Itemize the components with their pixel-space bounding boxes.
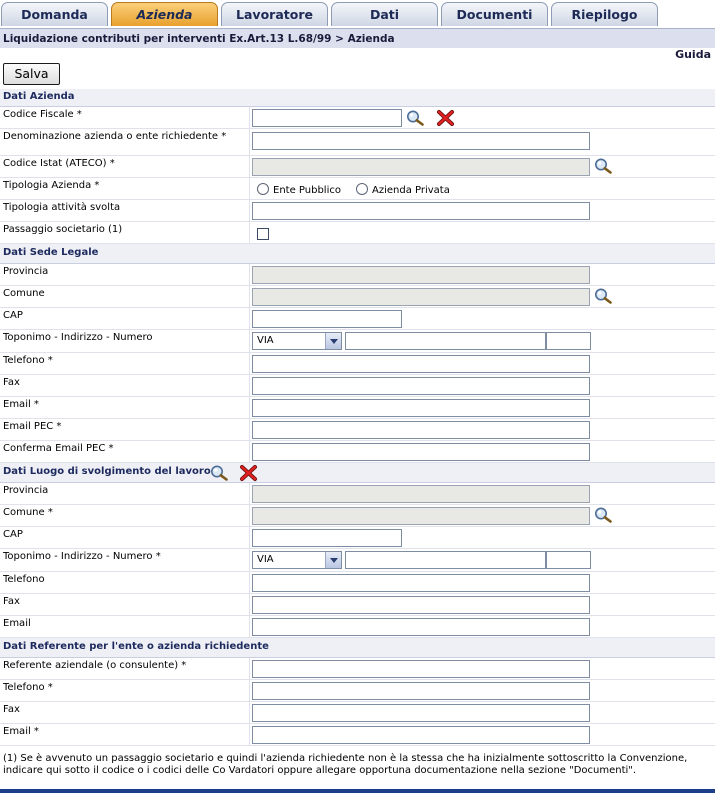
label-toponimo: Toponimo - Indirizzo - Numero * [3,551,161,562]
label-fax: Fax [3,377,20,388]
row-luogo-fax [0,594,715,616]
row-luogo-cap [0,527,715,549]
passaggio-checkbox[interactable] [257,228,269,240]
row-luogo-toponimo [0,549,715,572]
sede-comune-input [252,288,590,306]
label-attivita: Tipologia attività svolta [3,202,121,213]
referente-fax-input[interactable] [252,704,590,722]
row-sede-comune [0,286,715,308]
sede-pec-input[interactable] [252,421,590,439]
sede-telefono-input[interactable] [252,355,590,373]
label-cap: CAP [3,310,23,321]
chevron-down-icon [325,552,341,568]
section-referente [0,638,715,658]
row-referente-fax [0,702,715,724]
label-comune: Comune * [3,507,53,518]
footnote: (1) Se è avvenuto un passaggio societario e quindi l'azienda richiedente non è la stessa che ha inizialmente sottoscritto la Convenzione, indicare qui sotto il codice o i codici delle Co Vardatori oppure allegare opportuna documentazione nella sezione "Documenti". [3,753,688,776]
sede-fax-input[interactable] [252,377,590,395]
sede-numero-input[interactable] [546,332,591,350]
radio-ente-pubblico[interactable] [257,183,269,195]
sede-indirizzo-input[interactable] [345,332,546,350]
label-toponimo: Toponimo - Indirizzo - Numero [3,332,153,343]
section-title: Dati Referente per l'ente o azienda richiedente [3,641,269,652]
section-luogo-lavoro [0,463,715,483]
row-sede-telefono [0,353,715,375]
row-sede-pec [0,419,715,441]
attivita-input[interactable] [252,202,590,220]
section-dati-azienda [0,89,715,107]
label-denominazione: Denominazione azienda o ente richiedente * [3,131,227,142]
section-title: Dati Sede Legale [3,247,99,258]
search-icon[interactable] [593,157,615,175]
row-sede-provincia [0,264,715,286]
row-sede-conferma-pec [0,441,715,463]
sede-conferma-pec-input[interactable] [252,443,590,461]
label-pec: Email PEC * [3,421,62,432]
label-provincia: Provincia [3,485,49,496]
tab-domanda[interactable]: Domanda [1,2,108,26]
tab-azienda[interactable]: Azienda [111,2,218,26]
luogo-provincia-input [252,485,590,503]
radio-azienda-privata[interactable] [356,183,368,195]
row-ateco [0,156,715,178]
row-luogo-comune [0,505,715,527]
codice-fiscale-input[interactable] [252,109,402,127]
label-ente-pubblico: Ente Pubblico [273,185,341,196]
search-icon[interactable] [209,464,231,482]
search-icon[interactable] [405,109,427,127]
tab-riepilogo[interactable]: Riepilogo [551,2,658,26]
label-fax: Fax [3,704,20,715]
luogo-numero-input[interactable] [546,551,591,569]
row-tipologia [0,178,715,200]
clear-icon[interactable] [238,464,260,482]
section-sede-legale [0,244,715,264]
label-telefono: Telefono * [3,355,53,366]
clear-icon[interactable] [435,109,457,127]
label-codice-fiscale: Codice Fiscale * [3,109,82,120]
row-referente-nome [0,658,715,680]
tab-lavoratore[interactable]: Lavoratore [221,2,328,26]
label-provincia: Provincia [3,266,49,277]
label-conferma-pec: Conferma Email PEC * [3,443,114,454]
label-passaggio: Passaggio societario (1) [3,224,123,235]
referente-email-input[interactable] [252,726,590,744]
row-codice-fiscale [0,107,715,129]
label-comune: Comune [3,288,45,299]
luogo-email-input[interactable] [252,618,590,636]
label-cap: CAP [3,529,23,540]
sede-toponimo-select[interactable] [252,332,342,350]
label-email: Email [3,618,31,629]
select-value: VIA [257,335,274,346]
row-luogo-email [0,616,715,638]
search-icon[interactable] [593,506,615,524]
label-email: Email * [3,399,39,410]
label-azienda-privata: Azienda Privata [372,185,450,196]
label-email: Email * [3,726,39,737]
sede-email-input[interactable] [252,399,590,417]
save-button[interactable]: Salva [3,63,60,85]
row-sede-cap [0,308,715,330]
section-title: Dati Azienda [3,91,75,102]
luogo-cap-input[interactable] [252,529,402,547]
sede-provincia-input [252,266,590,284]
row-attivita [0,200,715,222]
referente-input[interactable] [252,660,590,678]
luogo-telefono-input[interactable] [252,574,590,592]
breadcrumb: Liquidazione contributi per interventi Ex.Art.13 L.68/99 > Azienda [0,28,715,48]
row-denominazione [0,129,715,156]
tab-dati[interactable]: Dati [331,2,438,26]
ateco-input [252,158,590,176]
luogo-fax-input[interactable] [252,596,590,614]
label-telefono: Telefono * [3,682,53,693]
luogo-comune-input [252,507,590,525]
select-value: VIA [257,554,274,565]
tab-bar [0,0,715,28]
label-fax: Fax [3,596,20,607]
row-sede-toponimo [0,330,715,353]
label-tipologia: Tipologia Azienda * [3,180,100,191]
row-referente-telefono [0,680,715,702]
label-telefono: Telefono [3,574,45,585]
search-icon[interactable] [593,287,615,305]
row-luogo-telefono [0,572,715,594]
bottom-border [0,789,715,793]
referente-telefono-input[interactable] [252,682,590,700]
luogo-toponimo-select[interactable] [252,551,342,569]
sede-cap-input[interactable] [252,310,402,328]
row-luogo-provincia [0,483,715,505]
row-passaggio [0,222,715,244]
chevron-down-icon [325,333,341,349]
tab-documenti[interactable]: Documenti [441,2,548,26]
luogo-indirizzo-input[interactable] [345,551,546,569]
label-referente: Referente aziendale (o consulente) * [3,660,187,671]
denominazione-input[interactable] [252,132,590,150]
label-ateco: Codice Istat (ATECO) * [3,158,115,169]
guida-link[interactable]: Guida [675,48,711,61]
row-referente-email [0,724,715,746]
form-azienda [0,89,715,746]
row-sede-email [0,397,715,419]
section-title: Dati Luogo di svolgimento del lavoro [3,466,211,477]
row-sede-fax [0,375,715,397]
